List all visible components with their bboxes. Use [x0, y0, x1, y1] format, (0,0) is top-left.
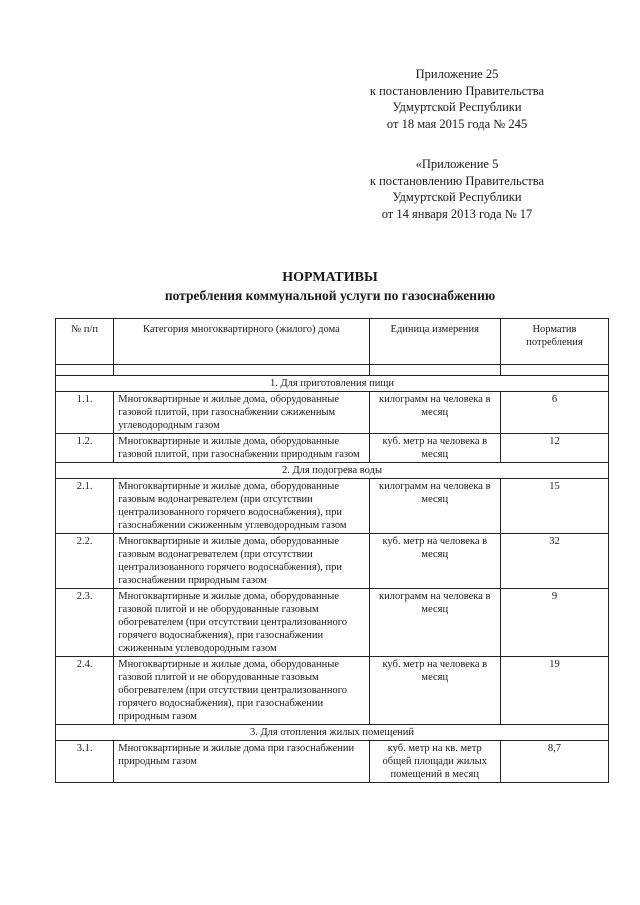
header-line: Удмуртской Республики	[392, 190, 522, 204]
row-unit: килограмм на человека в месяц	[369, 589, 500, 657]
row-category: Многоквартирные и жилые дома при газоснабжении природным газом	[114, 741, 369, 783]
section-row	[56, 463, 609, 479]
row-value: 8,7	[500, 741, 608, 783]
table-row	[56, 589, 609, 657]
column-header-number: № п/п	[56, 319, 114, 365]
row-value: 19	[500, 657, 608, 725]
document-title: НОРМАТИВЫ	[282, 270, 378, 285]
header-line: Приложение 25	[415, 67, 499, 81]
table-header-row	[56, 319, 609, 365]
row-value: 15	[500, 479, 608, 534]
section-row	[56, 376, 609, 392]
section-title-space-heating: 3. Для отопления жилых помещений	[56, 725, 609, 741]
section-title-cooking: 1. Для приготовления пищи	[56, 376, 609, 392]
column-header-norm: Норматив потребления	[500, 319, 608, 365]
header-line: Удмуртской Республики	[392, 100, 522, 114]
row-category: Многоквартирные и жилые дома, оборудованные газовой плитой и не оборудованные газовым обогревателем (при отсутствии централизованного горячего водоснабжения), при газоснабжении природным газом	[114, 657, 369, 725]
spacer-row	[56, 365, 609, 376]
appendix-5-header	[312, 156, 602, 222]
table-row	[56, 392, 609, 434]
row-number: 1.2.	[56, 434, 114, 463]
table-row	[56, 741, 609, 783]
row-value: 32	[500, 534, 608, 589]
header-line: от 18 мая 2015 года № 245	[386, 116, 528, 131]
header-line: «Приложение 5	[415, 157, 499, 171]
row-category: Многоквартирные и жилые дома, оборудованные газовым водонагревателем (при отсутствии централизованного горячего водоснабжения), при газоснабжении сжиженным углеводородным газом	[114, 479, 369, 534]
table-row	[56, 479, 609, 534]
row-category: Многоквартирные и жилые дома, оборудованные газовым водонагревателем (при отсутствии централизованного горячего водоснабжения), при газоснабжении природным газом	[114, 534, 369, 589]
row-unit: куб. метр на человека в месяц	[369, 534, 500, 589]
row-unit: килограмм на человека в месяц	[369, 479, 500, 534]
row-unit: килограмм на человека в месяц	[369, 392, 500, 434]
norms-table	[55, 318, 609, 783]
row-unit: куб. метр на человека в месяц	[369, 657, 500, 725]
appendix-25-header	[312, 66, 602, 132]
document-subtitle: потребления коммунальной услуги по газоснабжению	[164, 288, 496, 303]
row-category: Многоквартирные и жилые дома, оборудованные газовой плитой, при газоснабжении сжиженным углеводородным газом	[114, 392, 369, 434]
row-category: Многоквартирные и жилые дома, оборудованные газовой плитой, при газоснабжении природным газом	[114, 434, 369, 463]
row-number: 1.1.	[56, 392, 114, 434]
row-number: 2.4.	[56, 657, 114, 725]
header-line: к постановлению Правительства	[369, 83, 545, 98]
row-value: 12	[500, 434, 608, 463]
row-number: 2.3.	[56, 589, 114, 657]
row-value: 6	[500, 392, 608, 434]
row-category: Многоквартирные и жилые дома, оборудованные газовой плитой и не оборудованные газовым обогревателем (при отсутствии централизованного горячего водоснабжения), при газоснабжении сжиженным углеводородным газом	[114, 589, 369, 657]
row-number: 2.2.	[56, 534, 114, 589]
header-line: к постановлению Правительства	[369, 173, 545, 188]
table-row	[56, 434, 609, 463]
table-row	[56, 657, 609, 725]
column-header-unit: Единица измерения	[369, 319, 500, 365]
row-value: 9	[500, 589, 608, 657]
section-row	[56, 725, 609, 741]
row-unit: куб. метр на человека в месяц	[369, 434, 500, 463]
row-unit: куб. метр на кв. метр общей площади жилых помещений в месяц	[369, 741, 500, 783]
column-header-category: Категория многоквартирного (жилого) дома	[114, 319, 369, 365]
table-row	[56, 534, 609, 589]
row-number: 2.1.	[56, 479, 114, 534]
header-line: от 14 января 2013 года № 17	[381, 206, 533, 221]
row-number: 3.1.	[56, 741, 114, 783]
section-title-water-heating: 2. Для подогрева воды	[56, 463, 609, 479]
